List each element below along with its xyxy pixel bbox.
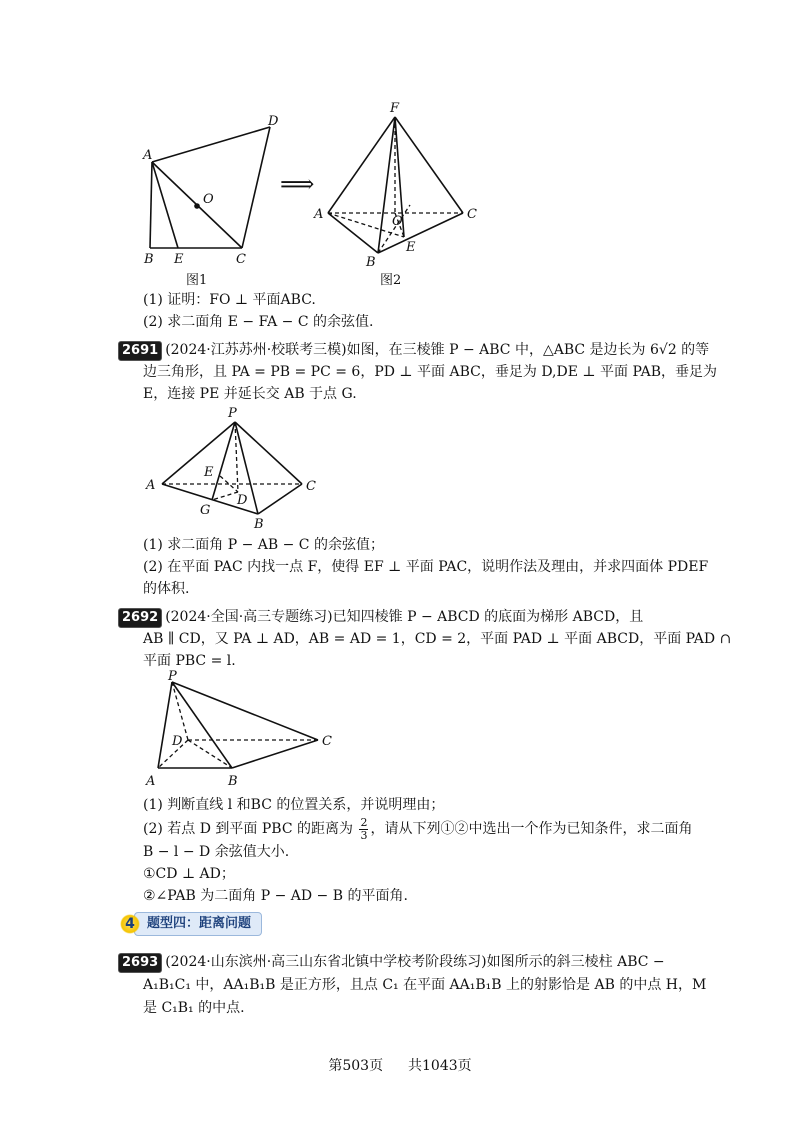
fig-2691-label-e: E — [204, 465, 214, 480]
fraction-two-thirds: $\frac{2}{3}$ — [360, 815, 368, 842]
problem-2691-question-2b: 的体积. — [143, 581, 190, 597]
page-footer — [0, 1055, 800, 1075]
fig2-label-f: F — [390, 101, 400, 116]
fig-2691-label-d: D — [237, 493, 248, 508]
fig2-label-e: E — [406, 240, 416, 255]
figure-1-and-2 — [130, 95, 490, 295]
fig2-label-a: A — [314, 207, 324, 222]
problem-number-badge: 2692 — [118, 608, 162, 628]
point-o-dot — [194, 203, 200, 209]
problem-number-badge: 2693 — [118, 953, 162, 973]
prev-question-2: (2) 求二面角 E − FA − C 的余弦值. — [143, 314, 374, 330]
q2-prefix: (2) 若点 D 到平面 PBC 的距离为 — [143, 821, 353, 837]
fig-2691-label-b: B — [254, 517, 264, 532]
fig1-label-o: O — [203, 192, 214, 207]
fig-2691-label-g: G — [200, 503, 211, 518]
page-number: 第503页 — [328, 1058, 384, 1074]
problem-2693-line-3: 是 C₁B₁ 的中点. — [143, 1000, 245, 1016]
figure-2691 — [140, 402, 330, 532]
problem-2693-stem-1: (2024·山东滨州·高三山东省北镇中学校考阶段练习)如图所示的斜三棱柱 ABC − — [165, 954, 665, 970]
q2-suffix: ，请从下列①②中选出一个作为已知条件，求二面角 — [370, 821, 693, 837]
prev-question-1: (1) 证明：FO ⊥ 平面ABC. — [143, 292, 316, 308]
fig2-caption: 图2 — [380, 273, 402, 288]
problem-2692-line-2: AB ∥ CD，又 PA ⊥ AD，AB = AD = 1，CD = 2，平面 PAD ⊥ 平面 ABCD，平面 PAD ∩ — [143, 631, 732, 647]
fig-2691-label-p: P — [228, 406, 237, 421]
section-number: 4 — [120, 914, 140, 934]
section-title: 题型四：距离问题 — [134, 912, 262, 936]
problem-2692-question-2-line-2: B − l − D 余弦值大小. — [143, 844, 290, 860]
fig2-label-c: C — [467, 207, 477, 222]
problem-2691-line-2: 边三角形，且 PA = PB = PC = 6，PD ⊥ 平面 ABC，垂足为 D,DE ⊥ 平面 PAB，垂足为 — [143, 364, 717, 380]
problem-2691-line-1 — [118, 340, 709, 361]
figure-1 — [150, 127, 270, 248]
problem-2692-question-2 — [143, 815, 692, 843]
fig-2691-label-c: C — [306, 479, 316, 494]
problem-2692-stem-1: (2024·全国·高三专题练习)已知四棱锥 P − ABCD 的底面为梯形 ABCD，且 — [165, 609, 644, 625]
problem-2692-line-3: 平面 PBC = l. — [143, 653, 236, 669]
problem-number-badge: 2691 — [118, 341, 162, 361]
fig-2692-label-d: D — [172, 734, 183, 749]
fig-2692-label-c: C — [322, 734, 332, 749]
problem-2693-line-1 — [118, 952, 665, 973]
total-pages: 共1043页 — [408, 1058, 472, 1074]
problem-2691-question-2a: (2) 在平面 PAC 内找一点 F，使得 EF ⊥ 平面 PAC，说明作法及理由，并求四面体 PDEF — [143, 559, 709, 575]
fig1-label-e: E — [174, 252, 184, 267]
problem-2691-line-3: E，连接 PE 并延长交 AB 于点 G. — [143, 386, 357, 402]
fig1-label-b: B — [144, 252, 154, 267]
transform-arrow: ⟹ — [280, 170, 315, 198]
problem-2692-option-2: ②∠PAB 为二面角 P − AD − B 的平面角. — [143, 888, 408, 904]
fig-2692-label-b: B — [228, 774, 238, 789]
fig-2692-label-a: A — [146, 774, 156, 789]
figure-2692 — [140, 668, 350, 793]
fig2-label-o: O — [392, 214, 403, 229]
problem-2692-question-1: (1) 判断直线 l 和BC 的位置关系，并说明理由； — [143, 797, 445, 813]
fig1-label-c: C — [236, 252, 246, 267]
fig1-label-d: D — [268, 114, 279, 129]
fig1-label-a: A — [143, 148, 153, 163]
problem-2692-line-1 — [118, 607, 643, 628]
fig-2691-label-a: A — [146, 478, 156, 493]
fig1-caption: 图1 — [186, 273, 208, 288]
problem-2691-question-1: (1) 求二面角 P − AB − C 的余弦值； — [143, 537, 384, 553]
section-banner — [120, 908, 270, 936]
problem-2692-option-1: ①CD ⊥ AD； — [143, 866, 235, 882]
figure-2 — [328, 117, 463, 253]
fig-2692-label-p: P — [168, 669, 177, 684]
problem-2691-stem-1: (2024·江苏苏州·校联考三模)如图，在三棱锥 P − ABC 中，△ABC 是边长为 6√2 的等 — [165, 342, 710, 358]
fig2-label-b: B — [366, 255, 376, 270]
problem-2693-line-2: A₁B₁C₁ 中，AA₁B₁B 是正方形，且点 C₁ 在平面 AA₁B₁B 上的射影恰是 AB 的中点 H，M — [143, 977, 707, 993]
